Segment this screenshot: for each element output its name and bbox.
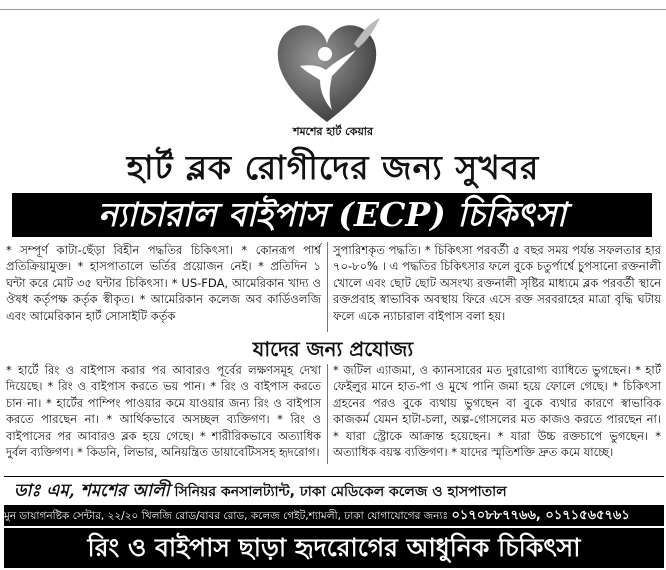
treatment-banner: ন্যাচারাল বাইপাস (ECP) চিকিৎসা xyxy=(12,193,652,237)
intro-left-text: * সম্পূর্ণ কাটা-ছেঁড়া বিহীন পদ্ধতির চিকিৎসা। * কোনরূপ পার্শ্ব প্রতিক্রিয়ামুক্ত। * হাসপাতালে ভর্তির প্রয়োজন নেই। * প্রতিদিন ১ ঘন্টা করে মোট ৩৫ ঘন্টার চিকিৎসা। * US-FDA, আমেরিকান খাদ্য ও ঔষধ কর্তৃপক্ষ কর্তৃক স্বীকৃত। * আমেরিকান কলেজ অব কার্ডিওলজি এবং আমেরিকান হার্ট সোসাইটি কর্তৃক xyxy=(6,243,321,323)
column-divider xyxy=(327,364,328,464)
address-bar xyxy=(4,506,664,526)
logo-caption: শমশের হার্ট কেয়ার xyxy=(292,125,374,138)
footer-tagline: রিং ও বাইপাস ছাড়া হৃদরোগের আধুনিক চিকিৎসা xyxy=(4,528,664,568)
doctor-line xyxy=(4,476,664,506)
doctor-name: ডাঃ এম, শমশের আলী xyxy=(14,481,170,501)
applicable-right-text: * জটিল এ্যাজমা, ও ক্যানসারের মত দুরারোগ্য ব্যাধিতে ভুগছেন। * হার্ট ফেইলুর মানে হাত-পা ও মুখে পানি জমা হয়ে ফোলে গেছে। * চিকিৎসা গ্রহনের পরও বুকে ব্যথায় ভুগছেন বা বুকে ব্যথার কারণে স্বাভাবিক কাজকর্ম যেমন হাটা-চলা, অল্প-গোসলের মত কাজও করতে পারছেন না। * যারা স্ট্রোকে আক্রান্ত হয়েছেন। * যারা উচ্চ রক্তচাপে ভুগছেন। * অত্যাধিক বয়স্ক ব্যক্তিগণ। * যাদের স্মৃতিশক্তি দ্রুত কমে যাচ্ছে। xyxy=(333,363,661,460)
headline: হার্ট ব্লক রোগীদের জন্য সুখবর xyxy=(126,148,540,187)
cropped-top-text xyxy=(0,0,666,10)
applicable-heading: যাদের জন্য প্রযোজ্য xyxy=(252,337,414,361)
column-divider xyxy=(327,242,328,332)
intro-right-text: সুপারিশকৃত পদ্ধতি। * চিকিৎসা পরবর্তী ৫ বছর সময় পর্যন্ত সফলতার হার ৭০-৮০% । এ পদ্ধতির চিকিৎসার ফলে বুকে চতুর্পার্শ্বে চুপসানো রক্তনালী খোলে এবং ছোট ছোট অসংখ্য রক্তনালী সৃষ্টির মাধ্যমে ব্লক পরবর্তী স্থানে রক্তপ্রবাহ স্বাভাবিক অবস্থায় ফিরে এসে রক্ত সরবরাহের মাত্রা বৃদ্ধি ঘটায় ফলে একে ন্যাচারাল বাইপাস বলা হয়। xyxy=(333,243,661,323)
applicable-left-text: * হার্টে রিং ও বাইপাস করার পর আবারও পূর্বের লক্ষণসমূহ দেখা দিয়েছে। * রিং ও বাইপাস করতে ভয় পান। * রিং ও বাইপাস করতে চান না। * হার্টের পাম্পিং পাওয়ার কমে যাওয়ার জন্য রিং ও বাইপাস করতে পারছেন না। * আর্থিকভাবে অসচ্ছল ব্যক্তিগণ। * রিং ও বাইপাসের পর আবারও ব্লক হয়ে গেছে। * শারীরিকভাবে অত্যাধিক দুর্বল ব্যক্তিগণ। * কিডনি, লিভার, অনিয়ন্ত্রিত ডায়াবেটিসসহ হৃদরোগ। xyxy=(6,363,321,460)
doctor-title: সিনিয়র কনসালট্যান্ট, ঢাকা মেডিকেল কলেজ ও হাসপাতাল xyxy=(174,484,507,500)
phone-numbers: ০১৭০৮৮৭৭৬৬, ০১৭১৫৬৫৭৬১ xyxy=(451,508,630,523)
heart-care-logo xyxy=(270,14,385,129)
address-text: মুন ডায়াগনষ্টিক সেন্টার, ২২/২০ খিলজি রোড/বাবর রোড, কলেজ গেইট,শ্যামলী, ঢাকা যোগাযোগের জন্যঃ xyxy=(4,510,449,522)
